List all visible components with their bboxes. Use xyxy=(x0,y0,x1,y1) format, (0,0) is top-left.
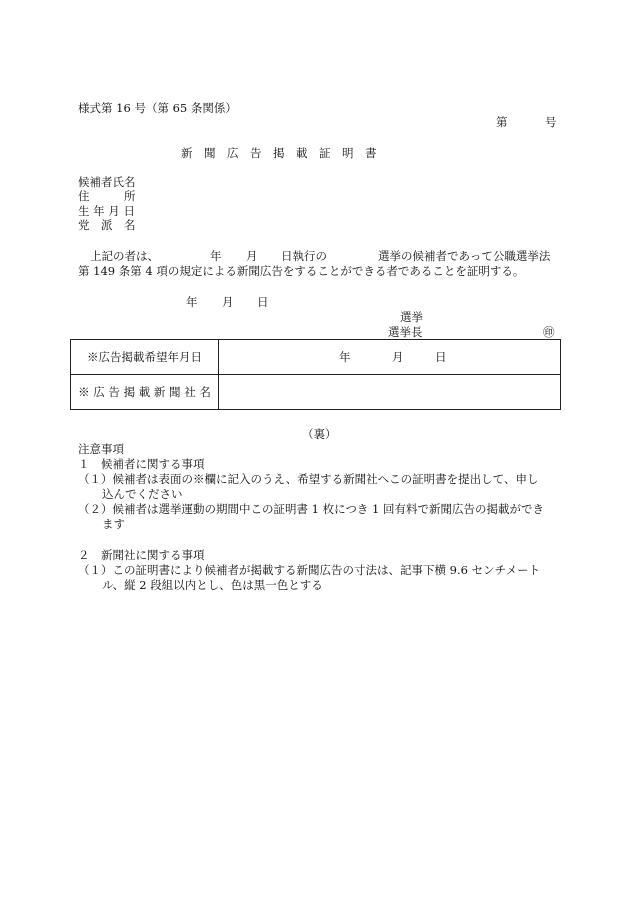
body-line1-b: 選挙の候補者であって公職選挙法 xyxy=(378,249,551,263)
document-title: 新 聞 広 告 掲 載 証 明 書 xyxy=(181,146,377,160)
section2-title: ２ 新聞社に関する事項 xyxy=(78,548,205,562)
body-line1-a: 上記の者は、 xyxy=(90,249,159,263)
candidate-address-label: 住 所 xyxy=(78,189,136,203)
body-line1-month: 月 xyxy=(246,249,258,263)
desired-date-label: ※広告掲載希望年月日 xyxy=(71,340,219,375)
candidate-name-label: 候補者氏名 xyxy=(78,175,136,189)
newspaper-name-cell[interactable] xyxy=(219,375,561,410)
section1-title: １ 候補者に関する事項 xyxy=(78,457,205,471)
candidate-party-label: 党 派 名 xyxy=(78,218,136,232)
s2-item1-line1: （１）この証明書により候補者が掲載する新聞広告の寸法は、記事下横 9.6 センチメート xyxy=(78,563,541,577)
desired-month: 月 xyxy=(392,350,404,364)
notes-title: 注意事項 xyxy=(78,442,124,456)
seal-mark: ㊞ xyxy=(543,325,555,339)
newspaper-name-label: ※ 広 告 掲 載 新 聞 社 名 xyxy=(71,375,219,410)
table-row xyxy=(71,375,561,410)
s1-item1-line1: （１）候補者は表面の※欄に記入のうえ、希望する新聞社へこの証明書を提出して、申し xyxy=(78,472,539,486)
number-suffix: 号 xyxy=(545,115,557,129)
form-label: 様式第 16 号（第 65 条関係） xyxy=(78,101,237,115)
table-row xyxy=(71,340,561,375)
s1-item2-line1: （２）候補者は選挙運動の期間中この証明書 1 枚につき 1 回有料で新聞広告の掲載ができ xyxy=(78,502,545,516)
date-month: 月 xyxy=(222,295,234,309)
s2-item1-line2: ル、縦 2 段組以内とし、色は黒一色とする xyxy=(102,578,323,592)
desired-year: 年 xyxy=(339,350,351,364)
issuer-chief: 選挙長 xyxy=(388,325,423,339)
issuer-election: 選挙 xyxy=(400,310,423,324)
advertisement-table xyxy=(70,339,561,410)
date-year: 年 xyxy=(186,295,198,309)
back-label: （裏） xyxy=(302,427,337,441)
desired-date-cell[interactable] xyxy=(219,340,561,375)
date-day: 日 xyxy=(257,295,269,309)
s1-item1-line2: 込んでください xyxy=(102,487,183,501)
desired-day: 日 xyxy=(435,350,447,364)
s1-item2-line2: ます xyxy=(102,517,125,531)
body-line2: 第 149 条第 4 項の規定による新聞広告をすることができる者であることを証明する。 xyxy=(78,264,525,278)
body-line1-day: 日執行の xyxy=(281,249,327,263)
body-line1-year: 年 xyxy=(210,249,222,263)
number-prefix: 第 xyxy=(496,115,508,129)
candidate-birthdate-label: 生 年 月 日 xyxy=(78,204,135,218)
